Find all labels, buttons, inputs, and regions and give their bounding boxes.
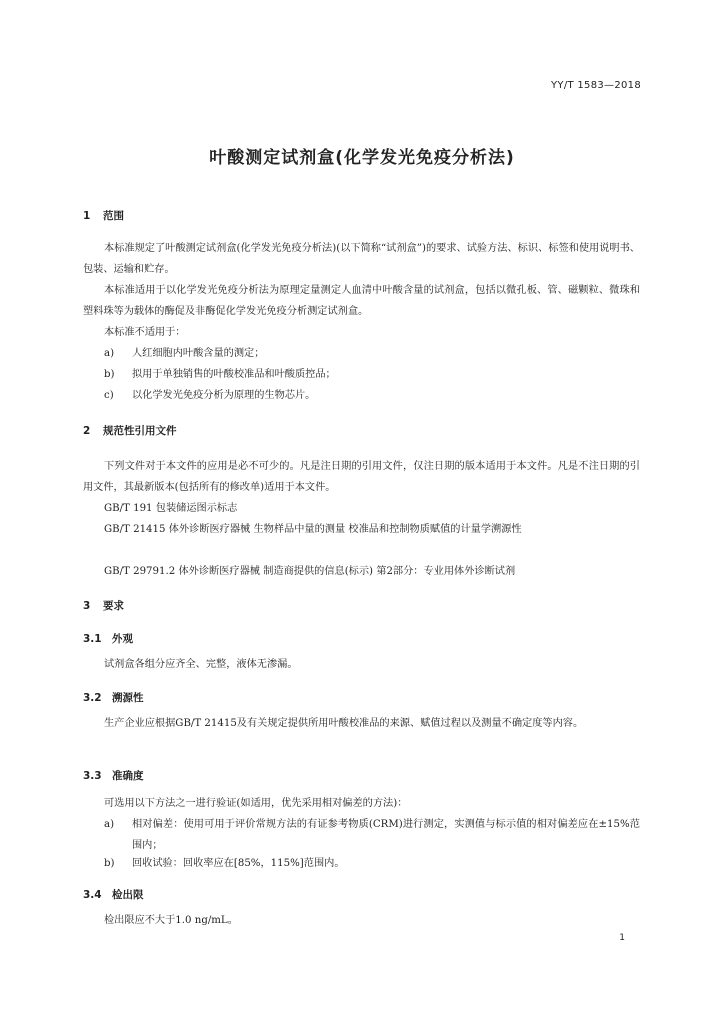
reference-gbt-191: GB/T 191 包装储运图示标志 xyxy=(104,503,238,514)
subsection-title: 准确度 xyxy=(112,770,144,782)
page-number: 1 xyxy=(619,933,625,943)
paragraph-traceability: 生产企业应根据GB/T 21415及有关规定提供所用叶酸校准品的来源、赋值过程以及测量不确定度等内容。 xyxy=(104,718,584,729)
paragraph-accuracy: 可选用以下方法之一进行验证(如适用，优先采用相对偏差的方法)： xyxy=(104,798,408,809)
list-item xyxy=(104,385,640,406)
list-marker: b) xyxy=(104,858,115,869)
section-1-heading xyxy=(83,208,124,223)
standard-code: YY/T 1583—2018 xyxy=(551,80,641,91)
subsection-3-3-heading xyxy=(83,768,144,783)
subsection-title: 外观 xyxy=(112,633,133,645)
list-marker: c) xyxy=(104,390,114,401)
reference-gbt-29791-2: GB/T 29791.2 体外诊断医疗器械 制造商提供的信息(标示) 第2部分：专业用体外诊断试剂 xyxy=(104,566,516,577)
paragraph-references: 下列文件对于本文件的应用是必不可少的。凡是注日期的引用文件，仅注日期的版本适用于本文件。凡是不注日期的引用文件，其最新版本(包括所有的修改单)适用于本文件。 xyxy=(83,461,640,493)
section-title: 要求 xyxy=(103,600,124,612)
subsection-title: 溯源性 xyxy=(112,692,144,704)
paragraph-scope-2: 本标准适用于以化学发光免疫分析法为原理定量测定人血清中叶酸含量的试剂盒，包括以微孔板、管、磁颗粒、微珠和塑料珠等为载体的酶促及非酶促化学发光免疫分析测定试剂盒。 xyxy=(83,285,640,317)
section-3-heading xyxy=(83,598,124,613)
list-item xyxy=(104,814,640,856)
subsection-3-2-heading xyxy=(83,690,144,705)
list-item xyxy=(104,853,640,874)
list-text: 以化学发光免疫分析为原理的生物芯片。 xyxy=(132,390,316,401)
subsection-number: 3.2 xyxy=(83,692,102,704)
list-item xyxy=(104,343,640,364)
paragraph-detection-limit: 检出限应不大于1.0 ng/mL。 xyxy=(104,915,238,926)
section-2-heading xyxy=(83,423,177,438)
reference-gbt-21415: GB/T 21415 体外诊断医疗器械 生物样品中量的测量 校准品和控制物质赋值的计量学溯源性 xyxy=(104,524,522,535)
section-number: 1 xyxy=(83,210,91,222)
list-item xyxy=(104,364,640,385)
subsection-number: 3.1 xyxy=(83,633,102,645)
subsection-3-4-heading xyxy=(83,887,144,902)
list-marker: a) xyxy=(104,348,115,359)
section-title: 规范性引用文件 xyxy=(103,425,177,437)
section-number: 3 xyxy=(83,600,91,612)
list-marker: a) xyxy=(104,819,115,830)
subsection-number: 3.3 xyxy=(83,770,102,782)
list-text: 人红细胞内叶酸含量的测定； xyxy=(132,348,265,359)
list-text: 拟用于单独销售的叶酸校准品和叶酸质控品； xyxy=(132,369,336,380)
list-marker: b) xyxy=(104,369,115,380)
paragraph-appearance: 试剂盒各组分应齐全、完整，液体无渗漏。 xyxy=(104,659,298,670)
paragraph-scope-1: 本标准规定了叶酸测定试剂盒(化学发光免疫分析法)(以下简称“试剂盒”)的要求、试验方法、标识、标签和使用说明书、包装、运输和贮存。 xyxy=(83,243,640,275)
document-title: 叶酸测定试剂盒(化学发光免疫分析法) xyxy=(209,148,515,168)
section-title: 范围 xyxy=(103,210,124,222)
paragraph-scope-3: 本标准不适用于： xyxy=(104,327,186,338)
section-number: 2 xyxy=(83,425,91,437)
subsection-number: 3.4 xyxy=(83,889,102,901)
list-text: 回收试验：回收率应在[85%，115%]范围内。 xyxy=(132,858,345,869)
list-text: 相对偏差：使用可用于评价常规方法的有证参考物质(CRM)进行测定，实测值与标示值的相对偏差应在±15%范围内； xyxy=(132,819,640,851)
subsection-title: 检出限 xyxy=(112,889,144,901)
subsection-3-1-heading xyxy=(83,631,133,646)
